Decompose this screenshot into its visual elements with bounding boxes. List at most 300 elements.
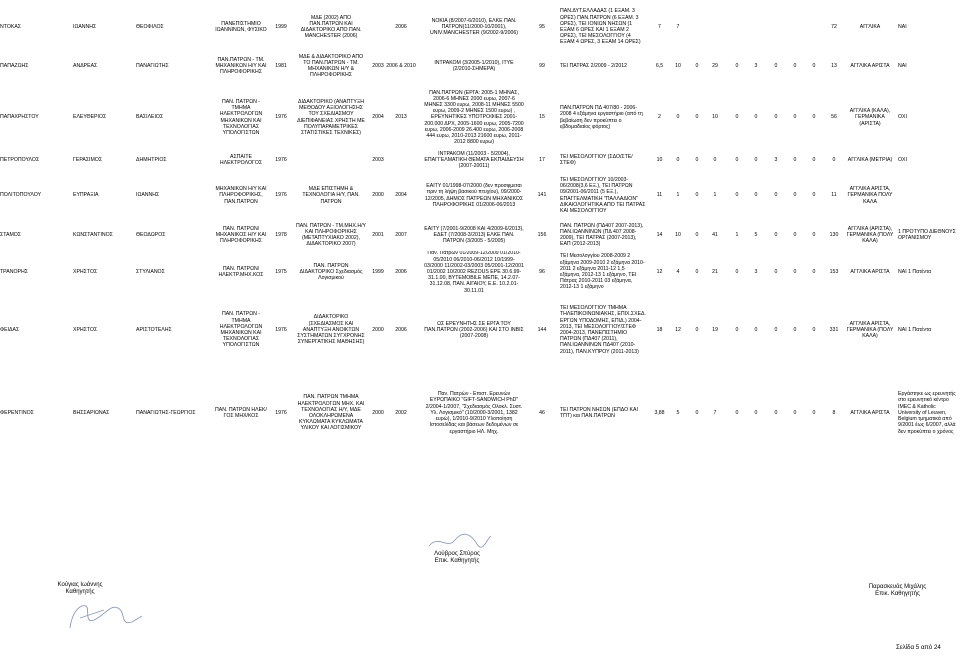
cell-phd_topic [368, 368, 388, 458]
cell-text: 13 [831, 62, 837, 69]
cell-text: ΠΑΠΑΖΩΗΣ [0, 62, 29, 69]
cell-msc [296, 251, 366, 293]
cell-scores-7 [790, 52, 800, 80]
signature-middle [412, 551, 502, 566]
cell-degree_year [273, 150, 289, 170]
cell-text: 0 [793, 192, 797, 199]
cell-language [846, 368, 894, 458]
cell-text: 11 [831, 192, 837, 199]
cell-text: 0 [695, 62, 699, 69]
cell-scores-6 [771, 219, 781, 251]
cell-total [826, 172, 842, 219]
cell-text: 1978 [275, 231, 287, 238]
cell-phd_topic [368, 2, 388, 52]
cell-total [826, 368, 842, 458]
cell-text: ΑΓΓΛΙΚΑ [859, 23, 881, 30]
cell-text: 0 [793, 62, 797, 69]
cell-degree_year [273, 2, 289, 52]
cell-remark [898, 150, 958, 170]
cell-scores-6 [771, 293, 781, 367]
cell-scores-7 [790, 2, 800, 52]
cell-surname [0, 172, 70, 219]
cell-teaching [560, 2, 646, 52]
cell-father [136, 52, 198, 80]
cell-text: 0 [754, 326, 758, 333]
table-row [0, 293, 960, 367]
cell-text: ΔΗΜΗΤΡΙΟΣ [136, 156, 167, 163]
cell-text: 96 [539, 268, 545, 275]
cell-text: 2006 & 2010 [386, 62, 416, 69]
cell-phd_year [386, 85, 416, 150]
cell-text: 0 [676, 114, 680, 121]
cell-scores-4 [732, 150, 742, 170]
cell-father [136, 219, 198, 251]
cell-scores-8 [809, 52, 819, 80]
cell-exp_months [531, 2, 553, 52]
cell-msc [296, 52, 366, 80]
cell-scores-7 [790, 172, 800, 219]
cell-text: 0 [695, 114, 699, 121]
cell-father [136, 293, 198, 367]
cell-text: 1 ΠΡΟΤΥΠΟ ΔΙΕΘΝΟΥΣ ΟΡΓΑΝΙΣΜΟΥ [898, 228, 956, 241]
cell-scores-7 [790, 150, 800, 170]
cell-text: 2003 [372, 62, 384, 69]
cell-text: ΠΑΝΕΠΙΣΤΗΜΙΟ ΙΩΑΝΝΙΝΩΝ, ΦΥΣΙΚΟ [215, 20, 267, 33]
cell-total [826, 251, 842, 293]
cell-text: 18 [656, 326, 663, 333]
cell-text: 0 [676, 156, 680, 163]
cell-scores-3 [708, 368, 722, 458]
cell-text: ΤΡΑΝΟΡΗΣ [0, 268, 28, 275]
cell-text: 0 [812, 326, 816, 333]
cell-language [846, 293, 894, 367]
cell-text: 0 [812, 268, 816, 275]
cell-language [846, 150, 894, 170]
cell-text: ΕΛΕΥΘΕΡΙΟΣ [73, 114, 107, 121]
cell-text: ΑΓΓΛΙΚΑ (ΑΡΙΣΤΑ), ΓΕΡΜΑΝΙΚΑ (ΠΟΛΥ ΚΑΛΑ) [846, 225, 894, 245]
cell-text: ΠΑΝ.ΠΑΤΡΩΝ (ΕΡΓΑ: 2005-1 ΜΗΝΑΣ, 2006-6 ΜΗΝΕΣ 2000 ευρω, 2007-6 ΜΗΝΕΣ 3300 ευρω, 2008-11 ΜΗΝΕΣ 5500 ευρω, 2009-2 ΜΗΝΕΣ 1500 ευρω) , ΕΡΕΥΝΗΤΙΚΕΣ ΥΠΟΤΡΟΦΙΕΣ 2001-200.000 ΔΡΧ, 2005-1600 ευρω, 2005-7200 ευρω, 2006-2009 26.400 ευρω, 2006-2008 444 ευρω, 2010-2013 21600 ευρω, 2011-2012 8800 ευρω) [424, 89, 524, 146]
cell-phd_topic [368, 251, 388, 293]
cell-text: 0 [735, 62, 739, 69]
cell-text: 0 [812, 409, 816, 416]
cell-scores-8 [809, 368, 819, 458]
cell-scores-0 [652, 172, 667, 219]
cell-text: ΑΓΓΛΙΚΑ ΑΡΙΣΤΑ [850, 62, 890, 69]
cell-scores-7 [790, 219, 800, 251]
signatory-title: Επικ. Καθηγητής [875, 591, 920, 598]
cell-degree [213, 85, 269, 150]
cell-exp_months [531, 172, 553, 219]
cell-text: ΠΑΝ. ΠΑΤΡΩΝ - ΤΜΗΜΑ ΗΛΕΚΤΡΟΛΟΓΩΝ ΜΗΧΑΝΙΚΩΝ ΚΑΙ ΤΕΧΝΟΛΟΓΙΑΣ ΥΠΟΛΟΓΙΣΤΩΝ [219, 311, 263, 349]
cell-text: 0 [793, 231, 797, 238]
cell-experience [424, 52, 524, 80]
cell-text: ΠΑΝ. ΠΑΤΡΩΝ/ ΜΗΧΑΝΙΚΟΣ Η/Υ ΚΑΙ ΠΛΗΡΟΦΟΡΙΚΗΣ [215, 225, 267, 245]
cell-text: 3 [754, 62, 758, 69]
cell-text: 1 [735, 231, 739, 238]
signatory-name: Λούβρος Σπύρος [434, 551, 480, 557]
cell-text: 2006 [395, 23, 407, 30]
cell-msc [296, 219, 366, 251]
cell-text: ΑΓΓΛΙΚΑ ΑΡΙΣΤΑ [850, 268, 890, 275]
cell-text: ΠΑΝ.ΠΑΤΡΩΝ ΠΔ 407/80 - 2006-2008 4 εξάμηνα εργαστήριο (από τη βεβαίωση δεν προκύπτει ο εβδομαδιαίος φόρτος) [560, 105, 643, 130]
cell-scores-0 [652, 85, 667, 150]
cell-text: 5 [754, 231, 758, 238]
cell-text: ΤΕΙ ΜΕΣΟΛΟΓΓΙΟΥ ΤΜΗΜΑ ΤΗΛΕΠΙΚΟΙΝΩΝΙΑΚΗΣ, ΕΠΙΧ.ΣΧΕΔ. ΕΡΓΩΝ ΥΠΟΔΟΜΗΣ, ΕΠΙΔ.) 2004-2013, ΤΕΙ ΜΕΣΟΛΟΓΓΙΟΥ/ΣΤΕΦ 2004-2013, ΠΑΝΕΠΙΣΤΗΜΙΟ ΠΑΤΡΩΝ (ΠΔ407 (2011), ΠΑΝ.ΙΩΑΝΝΙΝΩΝ ΠΔ407 (2010-2011), ΠΑΝ.ΚΥΠΡΟΥ (2011-2013) [560, 305, 646, 355]
cell-degree_year [273, 251, 289, 293]
cell-name [73, 251, 133, 293]
cell-text: ΝΟΚΙΑ (8/2007-6/2010), ΕΛΚΕ ΠΑΝ. ΠΑΤΡΩΝ(11/2000-10/2001), UNIV.MANCHESTER (9/2002-9/2006) [429, 17, 519, 37]
cell-text: 0 [695, 268, 699, 275]
cell-phd_topic [368, 150, 388, 170]
cell-text: 2001 [372, 231, 384, 238]
cell-surname [0, 150, 70, 170]
cell-text: ΝΤΟΚΑΣ [0, 23, 21, 30]
cell-exp_months [531, 219, 553, 251]
cell-scores-0 [652, 368, 667, 458]
cell-text: ΠΑΝ. ΠΑΤΡΩΝ (ΠΔ407 2007-2013), ΠΑΝ.ΙΩΑΝΝΙΝΩΝ (ΠΔ 407 2008-2009), ΤΕΙ ΠΑΤΡΑΣ (2007-2013), ΕΑΠ (2012-2013) [560, 222, 644, 248]
cell-text: ΠΑΝ. ΠΑΤΡΩΝ ΤΜΗΜΑ ΗΛΕΚΤΡΟΛΟΓΩΝ ΜΗΧ. ΚΑΙ ΤΕΧΝΟΛΟΓΙΑΣ Η/Υ, ΜΔΕ ΟΛΟΚΛΗΡΩΜΕΝΑ ΚΥΚΛΩΜΑΤΑ ΚΥΚΛΩΜΑΤΑ ΥΛΙΚΟΥ ΚΑΙ ΛΟΓΙΣΜΙΚΟΥ [297, 394, 365, 432]
cell-father [136, 368, 198, 458]
cell-name [73, 150, 133, 170]
cell-text: 2004 [395, 192, 407, 199]
cell-scores-1 [672, 52, 684, 80]
cell-scores-2 [692, 251, 702, 293]
cell-scores-3 [708, 52, 722, 80]
cell-text: ΝΑΙ 1 Πατέντα [898, 268, 932, 275]
cell-text: 0 [832, 156, 836, 163]
cell-exp_months [531, 368, 553, 458]
cell-text: 10 [712, 114, 718, 121]
cell-text: ΜΔΕ & ΔΙΔΑΚΤΟΡΙΚΟ ΑΠΟ ΤΟ ΠΑΝ.ΠΑΤΡΩΝ - ΤΜ. ΜΗΧΑΝΙΚΩΝ Η/Υ & ΠΛΗΡΟΦΟΡΙΚΗΣ [298, 53, 364, 79]
cell-text: 10 [675, 231, 681, 238]
cell-text: ΜΔΕ (2002) ΑΠΟ ΠΑΝ.ΠΑΤΡΩΝ ΚΑΙ ΔΙΔΑΚΤΟΡΙΚΟ ΑΠΟ ΠΑΝ. MANCHESTER (2006) [300, 14, 362, 40]
cell-text: 0 [812, 231, 816, 238]
cell-text: 6,5 [655, 62, 664, 69]
cell-text: 46 [539, 409, 545, 416]
cell-text: 0 [774, 326, 778, 333]
cell-phd_year [386, 251, 416, 293]
cell-scores-7 [790, 293, 800, 367]
table-row [0, 2, 960, 52]
cell-degree [213, 2, 269, 52]
cell-text: 5 [676, 409, 680, 416]
cell-total [826, 52, 842, 80]
cell-text: 0 [793, 114, 797, 121]
cell-scores-4 [732, 219, 742, 251]
cell-text: 0 [812, 114, 816, 121]
cell-text: 12 [656, 268, 663, 275]
cell-text: ΤΕΙ ΜΕΣΟΛΟΓΓΙΟΥ 10/2003-06/2008(3,6 ΕΞ.), ΤΕΙ ΠΑΤΡΩΝ 09/2001-06/2011 (5 ΕΞ.), ΕΠΑΓΓΕΛΜΑΤΙΚΗ "ΠΑΛΛΑΔΙΟΝ" ΔΙΚΑΙΟΛΟΓΗΤΙΚΑ ΑΠΟ ΤΕΙ ΠΑΤΡΑΣ ΚΑΙ ΜΕΣΟΛΟΓΓΙΟΥ [560, 176, 646, 214]
cell-scores-0 [652, 150, 667, 170]
cell-phd_year [386, 172, 416, 219]
cell-scores-4 [732, 293, 742, 367]
cell-scores-3 [708, 172, 722, 219]
cell-text: 2000 [372, 326, 384, 333]
cell-teaching [560, 150, 646, 170]
cell-text: 0 [754, 156, 758, 163]
cell-remark [898, 251, 958, 293]
cell-text: ΙΩΑΝΝΗΣ [136, 192, 160, 199]
cell-name [73, 172, 133, 219]
cell-text: ΒΑΣΙΛΕΙΟΣ [136, 114, 164, 121]
cell-phd_topic [368, 172, 388, 219]
cell-scores-3 [708, 219, 722, 251]
cell-text: ΑΝΔΡΕΑΣ [73, 62, 98, 69]
cell-name [73, 219, 133, 251]
table-row [0, 251, 960, 293]
cell-scores-3 [708, 2, 722, 52]
cell-phd_year [386, 150, 416, 170]
cell-text: 0 [812, 192, 816, 199]
cell-father [136, 2, 198, 52]
cell-text: ΕΥΠΡΑΞΙΑ [73, 192, 99, 199]
table-row [0, 52, 960, 80]
cell-text: 0 [735, 114, 739, 121]
cell-text: ΟΧΙ [898, 114, 907, 121]
table-row [0, 219, 960, 251]
cell-scores-6 [771, 52, 781, 80]
cell-scores-6 [771, 150, 781, 170]
cell-text: ΓΕΡΑΣΙΜΟΣ [73, 156, 103, 163]
cell-text: 0 [793, 268, 797, 275]
cell-text: 1976 [275, 114, 287, 121]
cell-text: ΠΑΝ. ΠΑΤΡΩΝ - ΤΜΗΜΑ ΗΛΕΚΤΡΟΛΟΓΩΝ ΜΗΧΑΝΙΚΩΝ ΚΑΙ ΤΕΧΝΟΛΟΓΙΑΣ ΥΠΟΛΟΓΙΣΤΩΝ [219, 98, 263, 136]
cell-surname [0, 2, 70, 52]
cell-scores-4 [732, 2, 742, 52]
cell-text: 29 [712, 62, 718, 69]
cell-text: 11 [656, 192, 663, 199]
cell-surname [0, 368, 70, 458]
cell-text: 95 [539, 23, 545, 30]
cell-scores-4 [732, 172, 742, 219]
cell-experience [424, 172, 524, 219]
cell-text: 0 [793, 409, 797, 416]
cell-text: 144 [537, 326, 547, 333]
cell-text: 1976 [275, 409, 287, 416]
cell-scores-1 [672, 293, 684, 367]
cell-text: 153 [829, 268, 839, 275]
cell-text: ΑΓΓΛΙΚΑ ΑΡΙΣΤΑ [850, 409, 890, 416]
cell-text: 2000 [372, 192, 384, 199]
cell-phd_topic [368, 52, 388, 80]
cell-degree [213, 52, 269, 80]
cell-scores-1 [672, 368, 684, 458]
cell-scores-8 [809, 150, 819, 170]
cell-text: 0 [695, 231, 699, 238]
cell-text: 10 [675, 62, 681, 69]
cell-text: 0 [774, 192, 778, 199]
cell-degree_year [273, 172, 289, 219]
cell-language [846, 52, 894, 80]
cell-text: 2006 [395, 268, 407, 275]
cell-text: 0 [735, 409, 739, 416]
cell-name [73, 52, 133, 80]
cell-text: ΕΑΙΤΥ 01/1998-07/2000 (δεν προσφμεται πριν τη λήψη βασικού πτυχίου), 09/2000-12/2005, ΔΗΜΟΣ ΠΑΤΡΕΩΝ ΜΗΧΑΝΙΚΟΣ ΠΛΗΡΟΦΟΡΙΚΗΣ 01/2006-06/2013 [424, 183, 524, 208]
cell-language [846, 219, 894, 251]
cell-text: ΠΑΝΑΓΙΩΤΗΣ [136, 62, 169, 69]
cell-text: ΠΑΝ. ΠΑΤΡΩΝ - ΤΜ.ΜΗΧ.Η/Υ ΚΑΙ ΠΛΗΡΟΦΟΡΙΚΗΣ (ΜΕΤΑΠΤΥΧΙΑΚΟ 2002), ΔΙΔΑΚΤΟΡΙΚΟ 2007) [296, 222, 366, 248]
cell-text: ΙΩΑΝΝΗΣ [73, 23, 97, 30]
cell-teaching [560, 85, 646, 150]
cell-text: ΙΝΤΡΑΚΟΜ (11/2003 - 5/2004), ΕΠΑΓΓΕΛΜΑΤΙΚΗ ΘΕΜΑΤΑ ΕΚΠΑΙΔΕΥΣΗ (2007-20011) [424, 150, 524, 170]
cell-total [826, 150, 842, 170]
cell-text: ΕΑΙΤΥ (7/2001-9/2008 ΚΑΙ 4/2009-6/2013), ΕΔΕΤ (7/2008-3/2013) ΕΛΚΕ ΠΑΝ. ΠΑΤΡΩΝ (3/2005 - 5/2005) [424, 225, 524, 245]
cell-scores-3 [708, 251, 722, 293]
cell-scores-5 [751, 293, 761, 367]
cell-text: 0 [695, 156, 699, 163]
cell-scores-1 [672, 2, 684, 52]
cell-scores-0 [652, 2, 667, 52]
cell-text: 2 [658, 114, 661, 121]
cell-text: ΝΑΙ [898, 23, 907, 30]
cell-scores-5 [751, 251, 761, 293]
cell-text: ΘΕΟΦΙΛΟΣ [136, 23, 164, 30]
cell-scores-2 [692, 150, 702, 170]
cell-name [73, 293, 133, 367]
cell-text: 0 [754, 192, 758, 199]
signatory-name: Παρασκευάς Μιχάλης [868, 584, 927, 590]
cell-surname [0, 293, 70, 367]
cell-scores-8 [809, 2, 819, 52]
cell-text: 1 [713, 192, 717, 199]
cell-scores-1 [672, 251, 684, 293]
cell-scores-4 [732, 251, 742, 293]
cell-teaching [560, 219, 646, 251]
cell-text: 2007 [395, 231, 407, 238]
cell-scores-2 [692, 293, 702, 367]
cell-text: 7 [676, 23, 680, 30]
cell-scores-2 [692, 2, 702, 52]
cell-teaching [560, 172, 646, 219]
cell-text: ΚΩΝΣΤΑΝΤΙΝΟΣ [73, 231, 113, 238]
cell-text: ΙΝΤΡΑΚΟΜ (3/2005-1/2010), ΙΤΥΕ (2/2010-ΣΗΜΕΡΑ) [434, 59, 514, 72]
cell-msc [296, 85, 366, 150]
cell-scores-5 [751, 2, 761, 52]
signature-left [40, 582, 120, 597]
handwritten-signature-left [60, 598, 150, 634]
cell-scores-0 [652, 52, 667, 80]
cell-text: 2000 [372, 409, 384, 416]
cell-text: 1976 [275, 156, 287, 163]
cell-text: ΠΑΝ. ΠΑΤΡΩΝ ΔΙΔΑΚΤΟΡΙΚΟ Σχεδιασμός Λογισμικού [299, 262, 363, 282]
cell-text: 1975 [275, 268, 287, 275]
cell-degree_year [273, 293, 289, 367]
cell-teaching [560, 251, 646, 293]
cell-scores-6 [771, 2, 781, 52]
cell-text: 130 [829, 231, 839, 238]
cell-scores-8 [809, 293, 819, 367]
cell-text: 4 [676, 268, 680, 275]
cell-phd_year [386, 52, 416, 80]
cell-text: ΤΕΙ ΠΑΤΡΩΝ ΝΗΣΩΝ (ΕΠΔΟ ΚΑΙ ΤΠΤ) και ΠΑΝ.ΠΑΤΡΩΝ [560, 406, 638, 419]
cell-text: 0 [735, 268, 739, 275]
cell-text: 0 [774, 62, 778, 69]
cell-text: 3,88 [654, 409, 665, 416]
cell-remark [898, 172, 958, 219]
cell-name [73, 368, 133, 458]
cell-text: ΠΑΝΑΓΙΩΤΗΣ-ΓΕΩΡΓΙΟΣ [136, 409, 196, 416]
cell-text: 1976 [275, 326, 287, 333]
signature-right [850, 584, 945, 599]
cell-text: 0 [793, 326, 797, 333]
cell-scores-2 [692, 85, 702, 150]
cell-father [136, 85, 198, 150]
cell-text: 0 [695, 326, 699, 333]
cell-scores-6 [771, 368, 781, 458]
cell-text: 0 [774, 231, 778, 238]
cell-text: 10 [656, 156, 663, 163]
cell-text: 3 [774, 156, 778, 163]
cell-text: ΔΙΔΑΚΤΟΡΙΚΟ (ΑΝΑΠΤΥΞΗ ΜΕΘΟΔΟΥ ΑΞΙΟΛΟΓΗΣΗΣ ΤΟΥ ΣΧΕΔΙΑΣΜΟΥ ΔΙΕΠΙΦΑΝΕΙΑΣ ΧΡΗΣΤΗ ΜΕ ΠΟΛΥΠΑΡΑΜΕΤΡΙΚΕΣ ΣΤΑΤΙΣΤΙΚΕΣ ΤΕΧΝΙΚΕΣ) [297, 98, 365, 136]
cell-text: ΤΕΙ ΜΕΣΟΛΟΓΓΙΟΥ (ΣΔΟ/ΣΤΕ/ΣΤΕΦ) [560, 153, 633, 166]
cell-msc [296, 368, 366, 458]
signatory-name: Κούγιας Ιωάννης [57, 582, 103, 588]
cell-text: ΧΡΗΣΤΟΣ [73, 268, 98, 275]
cell-text: 1981 [275, 62, 287, 69]
table-row [0, 150, 960, 170]
cell-text: ΦΕΙΔΑΣ [0, 326, 20, 333]
cell-text: 2006 [395, 326, 407, 333]
cell-text: ΠΟΛΙΤΟΠΟΥΛΟΥ [0, 192, 42, 199]
cell-text: 8 [832, 409, 836, 416]
cell-teaching [560, 52, 646, 80]
cell-text: 7 [658, 23, 661, 30]
cell-text: 41 [712, 231, 718, 238]
cell-text: ΜΔΕ ΕΠΙΣΤΗΜΗ & ΤΕΧΝΟΛΟΓΙΑ Η/Υ, ΠΑΝ. ΠΑΤΡΩΝ [302, 186, 360, 205]
cell-language [846, 2, 894, 52]
table-row [0, 85, 960, 150]
cell-degree [213, 293, 269, 367]
cell-text: 2002 [395, 409, 407, 416]
cell-text: 0 [774, 409, 778, 416]
cell-remark [898, 368, 958, 458]
cell-scores-4 [732, 368, 742, 458]
cell-text: 56 [831, 114, 837, 121]
cell-text: 0 [812, 62, 816, 69]
cell-text: ΑΓΓΛΙΚΑ ΑΡΙΣΤΑ, ΓΕΡΜΑΝΙΚΑ ΠΟΛΥ ΚΑΛΑ [847, 186, 893, 205]
cell-teaching [560, 368, 646, 458]
cell-text: ΝΑΙ 1 Πατέντα [898, 326, 932, 333]
cell-degree [213, 368, 269, 458]
cell-degree_year [273, 368, 289, 458]
cell-language [846, 85, 894, 150]
cell-remark [898, 219, 958, 251]
cell-text: 12 [675, 326, 681, 333]
cell-text: 1999 [275, 23, 287, 30]
cell-text: ΧΡΗΣΤΟΣ [73, 326, 98, 333]
cell-degree [213, 150, 269, 170]
cell-scores-8 [809, 251, 819, 293]
cell-total [826, 2, 842, 52]
cell-text: 17 [539, 156, 545, 163]
cell-text: 0 [774, 268, 778, 275]
cell-surname [0, 52, 70, 80]
cell-text: 19 [712, 326, 718, 333]
cell-scores-4 [732, 52, 742, 80]
cell-degree_year [273, 219, 289, 251]
cell-scores-6 [771, 85, 781, 150]
table-row [0, 172, 960, 219]
cell-surname [0, 251, 70, 293]
cell-text: Παν. Πατρών 01/2009-12/2009 01/2010-05/2010 06/2010-06/2012 10/1999-03/2000 11/2002-03/2003 05/2001-12/2001 01/2002 10/2002 REZOUS EPE 30.6.99-31.1.00, BYTEMOBILE ΜΕΠΕ, 14.2.07-31.12.08, ΠΑΝ. ΑΙΓΑΙΟΥ, Ε.Ε. 10.2.01-30.11.01 [424, 251, 524, 293]
cell-name [73, 2, 133, 52]
cell-exp_months [531, 251, 553, 293]
cell-text: ΩΣ ΕΡΕΥΝΗΤΗΣ ΣΕ ΕΡΓΑ ΤΟΥ ΠΑΝ.ΠΑΤΡΩΝ (2002-2006) ΚΑΙ ΣΤΟ ΙΝΒΙΣ (2007-2008) [424, 320, 524, 340]
cell-text: ΠΑΠΑΧΡΗΣΤΟΥ [0, 114, 39, 121]
cell-text: ΠΑΝ. ΠΑΤΡΩΝ/ ΗΛΕΚΤΡ.ΜΗΧ.ΚΟΣ [218, 265, 264, 278]
cell-text: ΔΙΔΑΚΤΟΡΙΚΟ (ΣΧΕΔΙΑΣΜΟΣ ΚΑΙ ΑΝΑΠΤΥΞΗ ΑΝΟΙΚΤΩΝ ΣΥΣΤΗΜΑΤΩΝ ΣΥΓΧΡΟΝΗΣ ΣΥΝΕΡΓΑΤΙΚΗΣ ΜΑΘΗΣΗΣ) [297, 314, 365, 346]
cell-teaching [560, 293, 646, 367]
